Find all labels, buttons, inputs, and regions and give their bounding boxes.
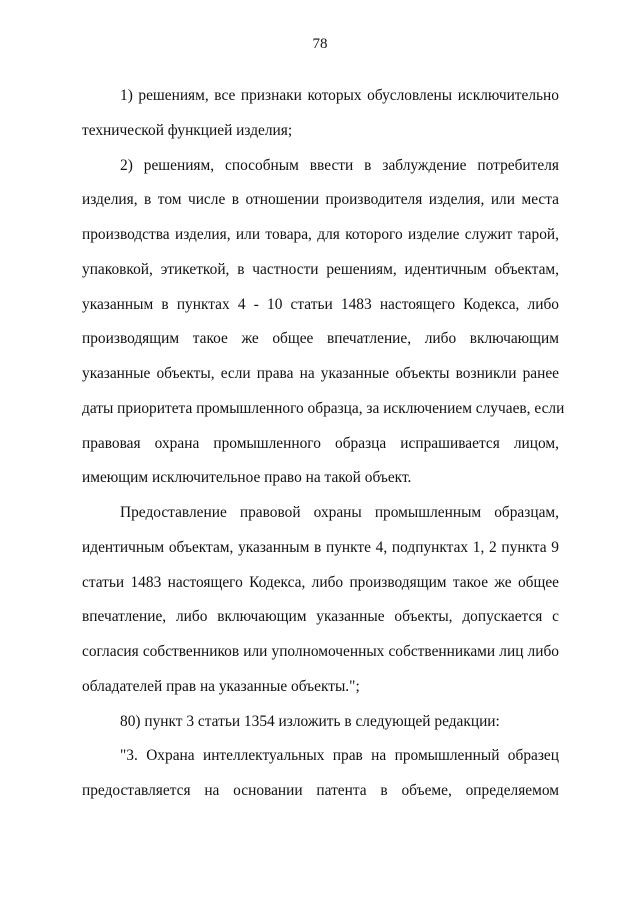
text-line: согласия собственников или уполномоченных собственниками лиц либо <box>82 643 559 660</box>
text-line: 1) решениям, все признаки которых обусловлены исключительно <box>120 87 559 104</box>
text-line: предоставляется на основании патента в объеме, определяемом <box>82 782 559 799</box>
text-line: обладателей прав на указанные объекты."; <box>82 677 360 695</box>
text-line: указанным в пунктах 4 - 10 статьи 1483 настоящего Кодекса, либо <box>82 295 559 313</box>
text-line: изделия, в том числе в отношении производителя изделия, или места <box>82 191 559 209</box>
text-line: идентичным объектам, указанным в пункте 4, подпунктах 1, 2 пункта 9 <box>82 538 559 556</box>
text-line: производящим такое же общее впечатление, либо включающим <box>82 330 559 348</box>
text-line: имеющим исключительное право на такой объект. <box>82 469 412 487</box>
text-line: указанные объекты, если права на указанные объекты возникли ранее <box>82 365 559 382</box>
text-line: правовая охрана промышленного образца испрашивается лицом, <box>82 434 559 452</box>
document-body <box>82 82 565 812</box>
text-line: Предоставление правовой охраны промышленным образцам, <box>120 504 559 521</box>
text-line: упаковкой, этикеткой, в частности решениям, идентичным объектам, <box>82 260 559 278</box>
page-number: 78 <box>312 36 328 52</box>
text-line: 2) решениям, способным ввести в заблуждение потребителя <box>120 156 559 174</box>
text-line: производства изделия, или товара, для которого изделие служит тарой, <box>82 226 559 243</box>
text-line: даты приоритета промышленного образца, за исключением случаев, если <box>82 399 565 417</box>
text-line: 80) пункт 3 статьи 1354 изложить в следующей редакции: <box>120 712 500 730</box>
text-line: впечатление, либо включающим указанные объекты, допускается с <box>82 608 559 626</box>
text-line: технической функцией изделия; <box>82 121 293 139</box>
text-line: "3. Охрана интеллектуальных прав на промышленный образец <box>120 747 559 765</box>
text-line: статьи 1483 настоящего Кодекса, либо производящим такое же общее <box>82 573 559 591</box>
